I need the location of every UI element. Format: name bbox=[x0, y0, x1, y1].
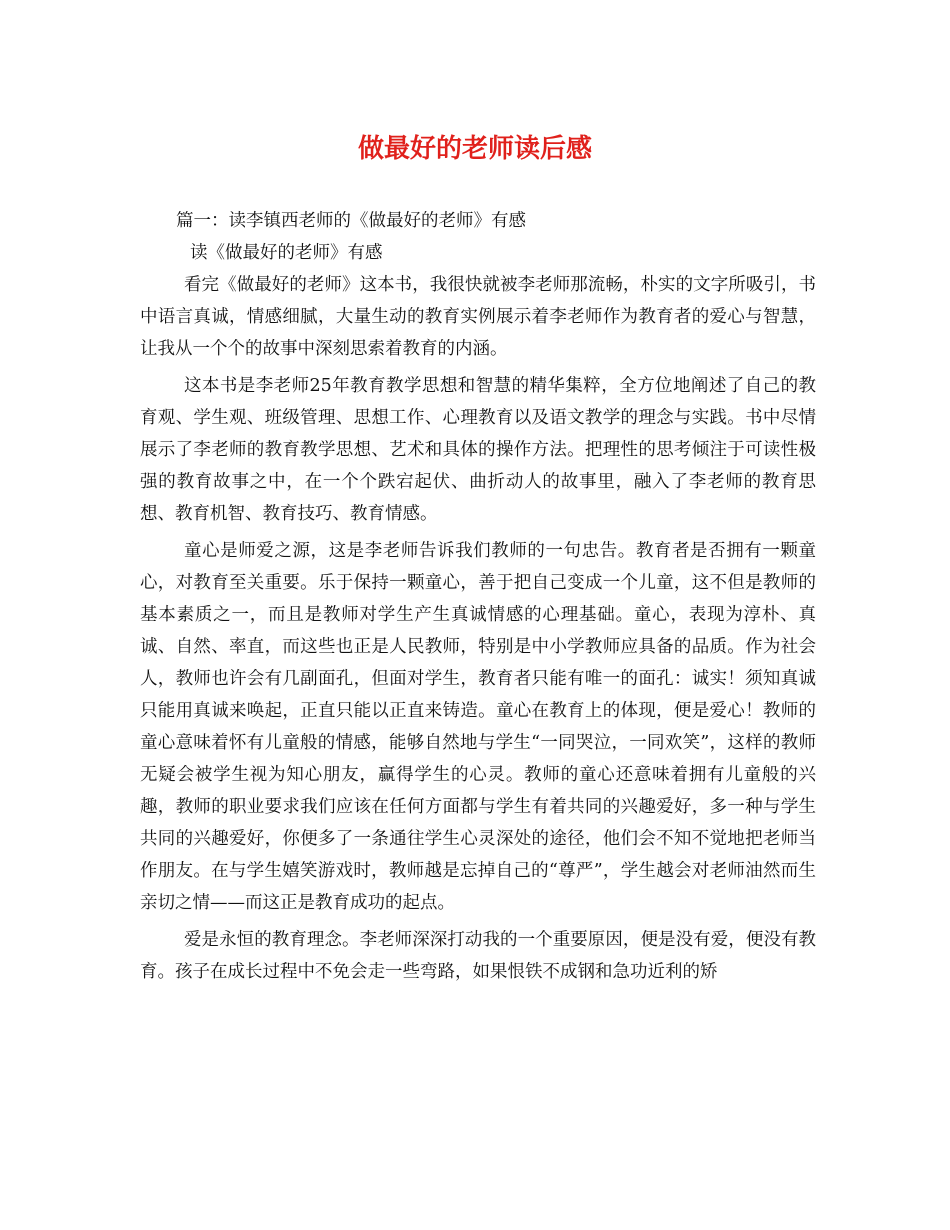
article-heading: 读《做最好的老师》有感 bbox=[190, 243, 383, 263]
document-body bbox=[140, 205, 816, 993]
paragraph-4: 爱是永恒的教育理念。李老师深深打动我的一个重要原因，便是没有爱，便没有教育。孩子在成长过程中不免会走一些弯路，如果恨铁不成钢和急功近利的矫 bbox=[140, 930, 816, 982]
section-heading: 篇一：读李镇西老师的《做最好的老师》有感 bbox=[176, 211, 526, 231]
document-title: 做最好的老师读后感 bbox=[357, 134, 592, 164]
paragraph-1: 看完《做最好的老师》这本书，我很快就被李老师那流畅，朴实的文字所吸引，书中语言真诚，情感细腻，大量生动的教育实例展示着李老师作为教育者的爱心与智慧，让我从一个个的故事中深刻思索着教育的内涵。 bbox=[140, 275, 816, 359]
paragraph-2: 这本书是李老师25年教育教学思想和智慧的精华集粹，全方位地阐述了自己的教育观、学生观、班级管理、思想工作、心理教育以及语文教学的理念与实践。书中尽情展示了李老师的教育教学思想、艺术和具体的操作方法。把理性的思考倾注于可读性极强的教育故事之中，在一个个跌宕起伏、曲折动人的故事里，融入了李老师的教育思想、教育机智、教育技巧、教育情感。 bbox=[140, 376, 816, 524]
paragraph-3: 童心是师爱之源，这是李老师告诉我们教师的一句忠告。教育者是否拥有一颗童心，对教育至关重要。乐于保持一颗童心，善于把自己变成一个儿童，这不但是教师的基本素质之一，而且是教师对学生产生真诚情感的心理基础。童心，表现为淳朴、真诚、自然、率直，而这些也正是人民教师，特别是中小学教师应具备的品质。作为社会人，教师也许会有几副面孔，但面对学生，教育者只能有唯一的面孔：诚实！须知真诚只能用真诚来唤起，正直只能以正直来铸造。童心在教育上的体现，便是爱心！教师的童心意味着怀有儿童般的情感，能够自然地与学生“一同哭泣，一同欢笑”，这样的教师无疑会被学生视为知心朋友，赢得学生的心灵。教师的童心还意味着拥有儿童般的兴趣，教师的职业要求我们应该在任何方面都与学生有着共同的兴趣爱好，多一种与学生共同的兴趣爱好，你便多了一条通往学生心灵深处的途径，他们会不知不觉地把老师当作朋友。在与学生嬉笑游戏时，教师越是忘掉自己的“尊严”，学生越会对老师油然而生亲切之情——而这正是教育成功的起点。 bbox=[140, 541, 816, 913]
